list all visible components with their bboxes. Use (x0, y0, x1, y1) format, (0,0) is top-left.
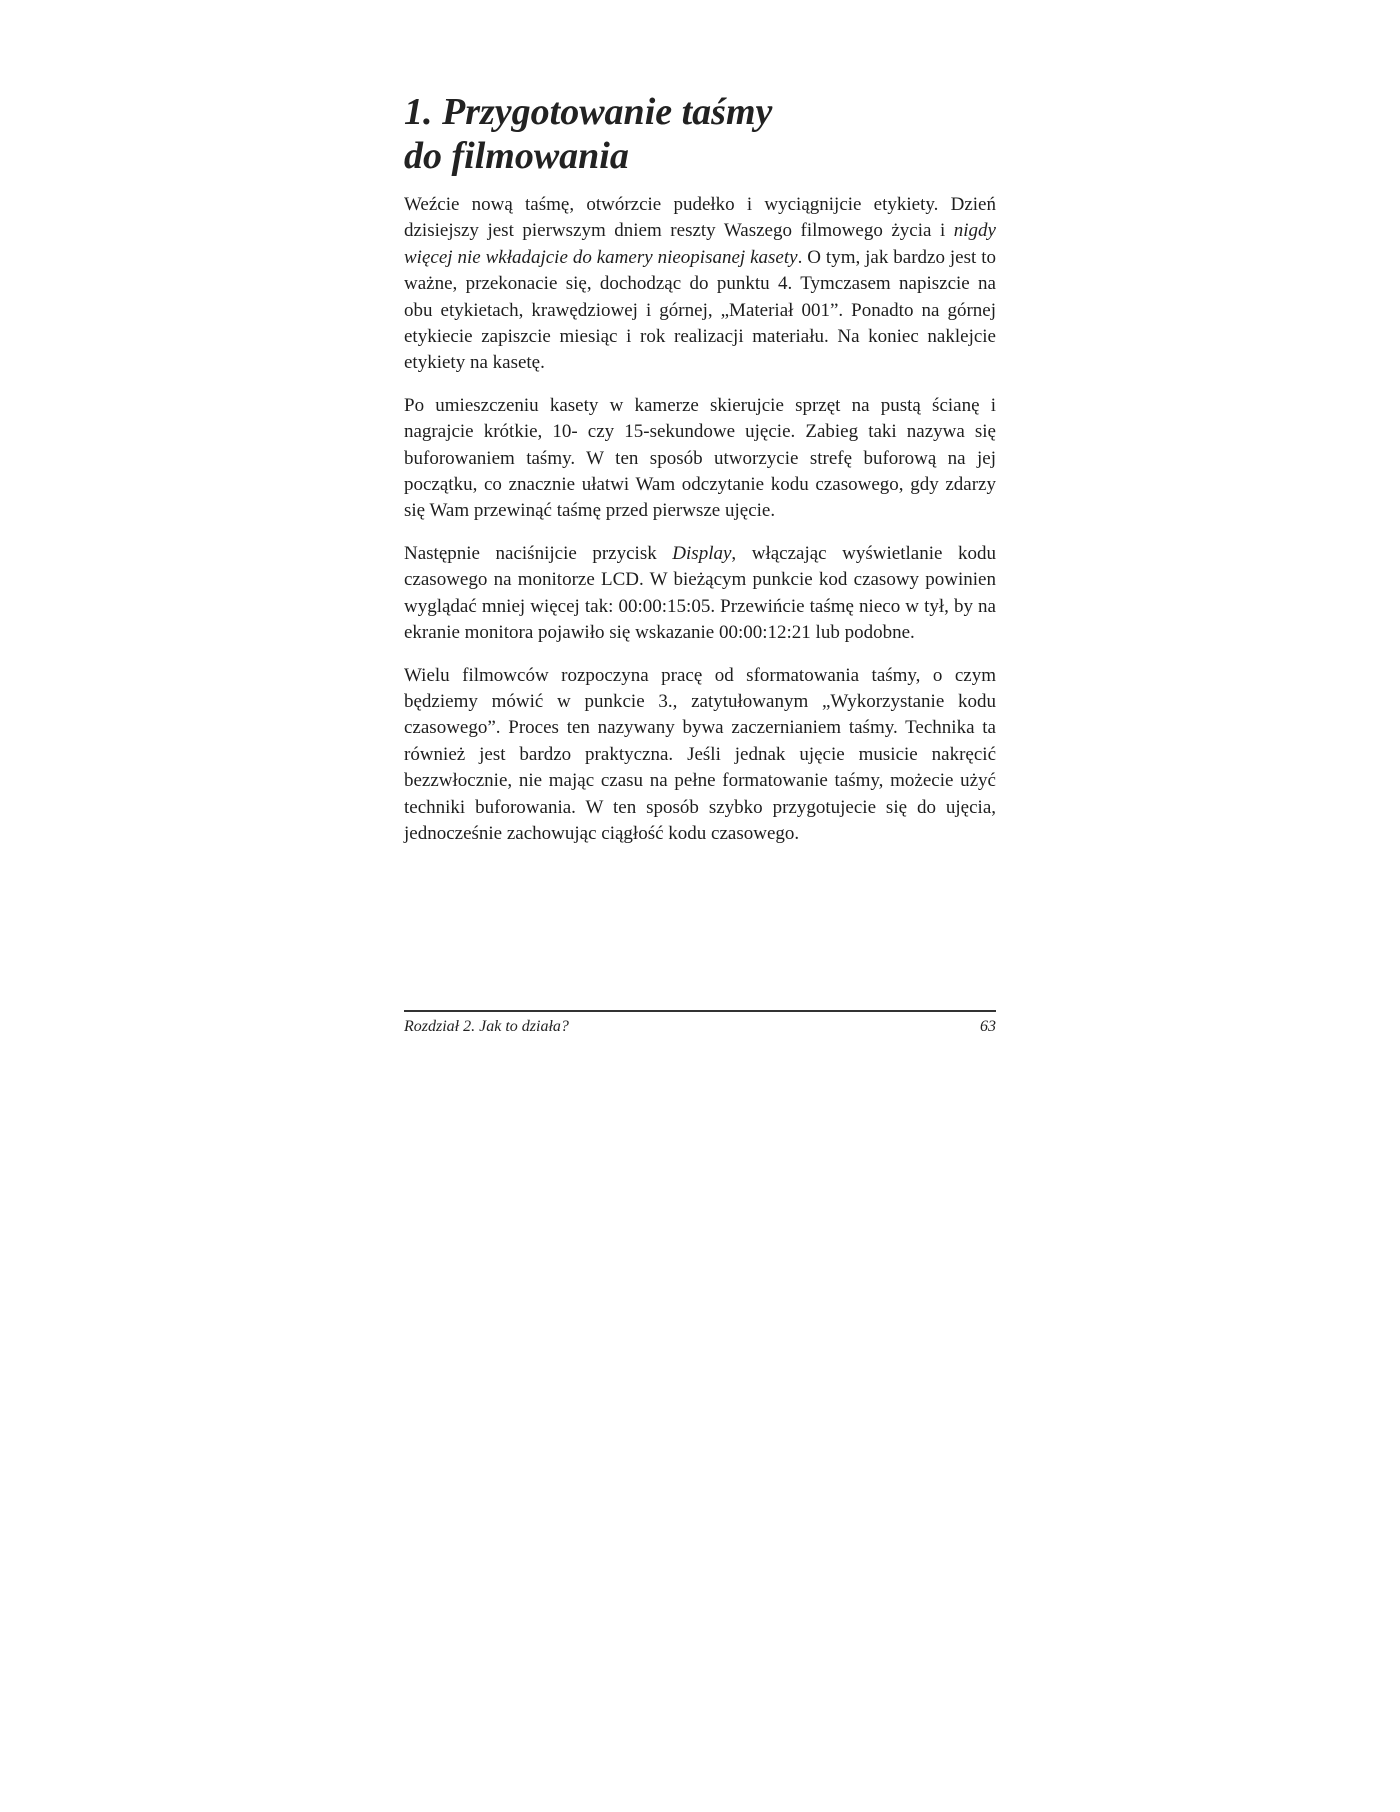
section-heading (404, 90, 996, 178)
section-heading-line-2: do filmowania (404, 135, 629, 177)
paragraph-3-emphasis: Display (672, 542, 732, 564)
paragraph-1-emphasis: nigdy więcej nie wkładajcie do kamery nieopisanej kasety (404, 220, 996, 268)
section-heading-line-1: 1. Przygotowanie taśmy (404, 91, 773, 133)
page-body (404, 90, 996, 863)
footer-row (404, 1017, 996, 1037)
paragraph-1-text-c: . O tym, jak bardzo jest to ważne, przekonacie się, dochodząc do punktu 4. Tymczasem napiszcie na obu etykietach, krawędziowej i górnej, „Materiał 001”. Ponadto na górnej etykiecie zapiszcie miesiąc i rok realizacji materiału. Na koniec naklejcie etykiety na kasetę. (404, 246, 996, 374)
paragraph-1 (404, 192, 996, 377)
paragraph-1-text-a: Weźcie nową taśmę, otwórzcie pudełko i wyciągnijcie etykiety. Dzień dzisiejszy jest pierwszym dniem reszty Waszego filmowego życia i (404, 194, 996, 242)
footer-chapter-title: Rozdział 2. Jak to działa? (404, 1018, 569, 1035)
paragraph-2: Po umieszczeniu kasety w kamerze skierujcie sprzęt na pustą ścianę i nagrajcie krótkie, 10- czy 15-sekundowe ujęcie. Zabieg taki nazywa się buforowaniem taśmy. W ten sposób utworzycie strefę buforową na jej początku, co znacznie ułatwi Wam odczytanie kodu czasowego, gdy zdarzy się Wam przewinąć taśmę przed pierwsze ujęcie. (404, 394, 996, 522)
paragraph-3-text-a: Następnie naciśnijcie przycisk (404, 542, 673, 564)
paragraph-3-text-c: , włączając wyświetlanie kodu czasowego na monitorze LCD. W bieżącym punkcie kod czasowy powinien wyglądać mniej więcej tak: 00:00:15:05. Przewińcie taśmę nieco w tył, by na ekranie monitora pojawiło się wskazanie 00:00:12:21 lub podobne. (404, 542, 996, 644)
paragraph-3 (404, 541, 996, 647)
paragraph-4: Wielu filmowców rozpoczyna pracę od sformatowania taśmy, o czym będziemy mówić w punkcie 3., zatytułowanym „Wykorzystanie kodu czasowego”. Proces ten nazywany bywa zaczernianiem taśmy. Technika ta również jest bardzo praktyczna. Jeśli jednak ujęcie musicie nakręcić bezzwłocznie, nie mając czasu na pełne formatowanie taśmy, możecie użyć techniki buforowania. W ten sposób szybko przygotujecie się do ujęcia, jednocześnie zachowując ciągłość kodu czasowego. (404, 664, 996, 844)
footer-divider (404, 1010, 996, 1012)
footer-page-number: 63 (980, 1018, 996, 1035)
page-footer (404, 1010, 996, 1037)
